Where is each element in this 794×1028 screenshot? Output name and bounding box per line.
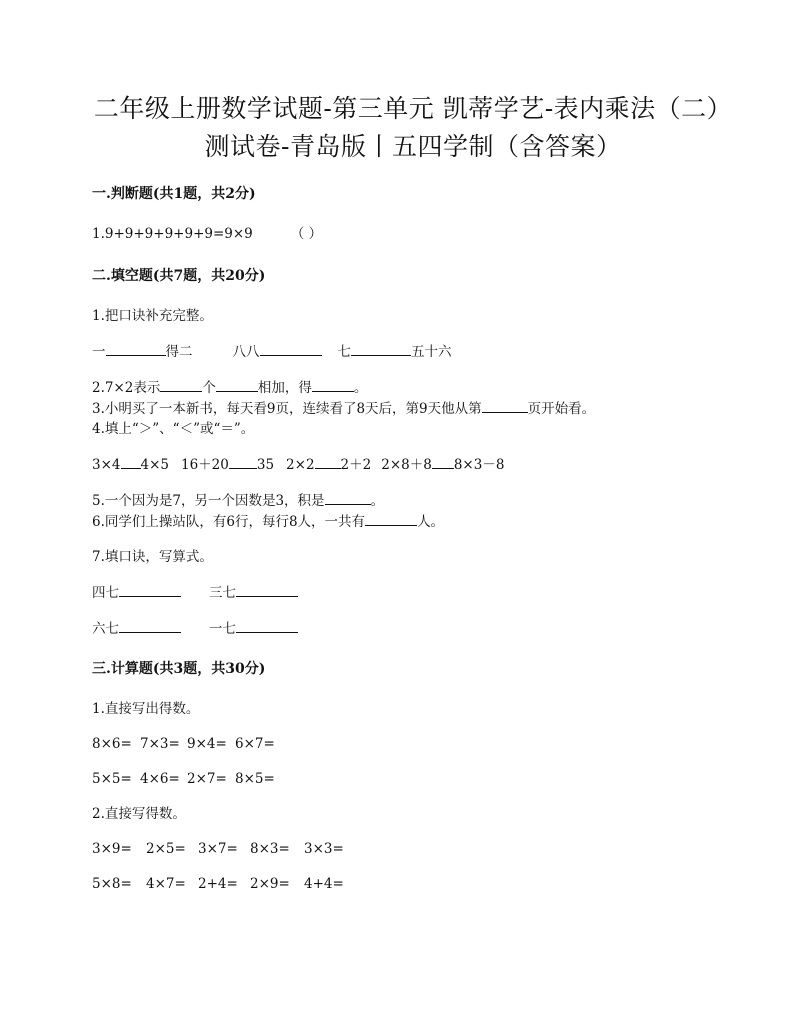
title-line-1: 二年级上册数学试题-第三单元 凯蒂学艺-表内乘法（二） — [93, 94, 733, 123]
section-2-heading: 二.填空题(共7题，共20分) — [92, 268, 266, 284]
sec2-q4-items — [92, 454, 734, 475]
q1-item-4: 七 — [337, 344, 351, 360]
calc-item: 8×5= — [235, 771, 275, 787]
sec2-question-5 — [92, 490, 734, 511]
calc-item: 3×9= — [92, 841, 132, 857]
q5-text-a: 5.一个因为是7，另一个因数是3，积是 — [92, 493, 325, 509]
sec3-q2-row-2 — [92, 874, 734, 894]
sec2-question-7: 7.填口诀，写算式。 — [92, 549, 213, 565]
sec2-question-2 — [92, 377, 734, 398]
sec1-q1-text: 1.9+9+9+9+9+9=9×9 — [92, 226, 253, 242]
sec1-q1-paren: （ ） — [290, 226, 323, 242]
calc-item: 4×7= — [146, 876, 186, 892]
blank[interactable] — [121, 454, 141, 469]
q4-expr-5: 2×2 — [286, 457, 315, 473]
q6-text-a: 6.同学们上操站队，有6行，每行8人，一共有 — [92, 514, 366, 530]
sec3-q1-row-1 — [92, 734, 734, 754]
calc-item: 2×7= — [187, 771, 227, 787]
q2-text-c: 相加，得 — [257, 380, 312, 396]
q4-expr-6: 2＋2 — [340, 457, 372, 473]
calc-item: 4×6= — [140, 771, 180, 787]
q2-text-d: 。 — [353, 380, 368, 396]
q3-text-a: 3.小明买了一本新书，每天看9页，连续看了8天后，第9天他从第 — [92, 401, 482, 417]
blank[interactable] — [260, 341, 322, 356]
calc-item: 3×7= — [198, 841, 238, 857]
calc-item: 4+4= — [304, 876, 344, 892]
calc-item: 7×3= — [140, 736, 180, 752]
title-line-2: 测试卷-青岛版丨五四学制（含答案） — [204, 132, 622, 161]
q2-text-a: 2.7×2表示 — [92, 380, 161, 396]
sec2-q7-row-2 — [92, 618, 734, 639]
blank[interactable] — [160, 377, 202, 392]
q1-item-1: 一 — [92, 344, 106, 360]
blank[interactable] — [482, 398, 528, 413]
calc-item: 2×5= — [146, 841, 186, 857]
blank[interactable] — [432, 454, 454, 469]
q4-expr-1: 3×4 — [92, 457, 121, 473]
q4-expr-7: 2×8＋8 — [381, 457, 432, 473]
blank[interactable] — [236, 618, 298, 633]
q7-item-2: 三七 — [209, 585, 236, 601]
sec2-question-6 — [92, 511, 734, 532]
sec2-q7-row-1 — [92, 582, 734, 603]
sec1-question-1 — [92, 224, 734, 244]
sec3-question-1: 1.直接写出得数。 — [92, 701, 200, 717]
calc-item: 5×8= — [92, 876, 132, 892]
section-1-heading: 一.判断题(共1题，共2分) — [92, 186, 256, 202]
q1-item-2: 得二 — [165, 344, 193, 360]
calc-item: 6×7= — [235, 736, 275, 752]
sec2-question-1: 1.把口诀补充完整。 — [92, 308, 213, 324]
blank[interactable] — [229, 454, 257, 469]
blank[interactable] — [312, 377, 354, 392]
q7-item-3: 六七 — [92, 621, 119, 637]
q7-item-4: 一七 — [209, 621, 236, 637]
blank[interactable] — [119, 618, 181, 633]
q4-expr-2: 4×5 — [140, 457, 169, 473]
q1-item-5: 五十六 — [411, 344, 452, 360]
calc-item: 8×3= — [250, 841, 290, 857]
sec3-q1-row-2 — [92, 769, 734, 789]
calc-item: 8×6= — [92, 736, 132, 752]
document-title — [92, 90, 734, 166]
q4-expr-3: 16＋20 — [181, 457, 229, 473]
q7-item-1: 四七 — [92, 585, 119, 601]
sec2-question-4: 4.填上“＞”、“＜”或“＝”。 — [92, 421, 255, 437]
calc-item: 2+4= — [198, 876, 238, 892]
q5-text-b: 。 — [370, 493, 385, 509]
sec2-q1-items — [92, 341, 734, 362]
sec3-question-2: 2.直接写得数。 — [92, 806, 186, 822]
blank[interactable] — [106, 341, 166, 356]
calc-item: 9×4= — [187, 736, 227, 752]
blank[interactable] — [236, 582, 298, 597]
blank[interactable] — [325, 490, 371, 505]
calc-item: 2×9= — [250, 876, 290, 892]
q4-expr-8: 8×3－8 — [453, 457, 505, 473]
q3-text-b: 页开始看。 — [527, 401, 596, 417]
q1-item-3: 八八 — [232, 344, 260, 360]
blank[interactable] — [351, 341, 411, 356]
q2-text-b: 个 — [202, 380, 216, 396]
blank[interactable] — [365, 511, 417, 526]
calc-item: 3×3= — [304, 841, 344, 857]
sec2-question-3 — [92, 398, 734, 419]
section-3-heading: 三.计算题(共3题，共30分) — [92, 661, 266, 677]
q4-expr-4: 35 — [256, 457, 275, 473]
sec3-q2-row-1 — [92, 839, 734, 859]
blank[interactable] — [216, 377, 258, 392]
blank[interactable] — [315, 454, 341, 469]
blank[interactable] — [119, 582, 181, 597]
calc-item: 5×5= — [92, 771, 132, 787]
q6-text-b: 人。 — [417, 514, 445, 530]
